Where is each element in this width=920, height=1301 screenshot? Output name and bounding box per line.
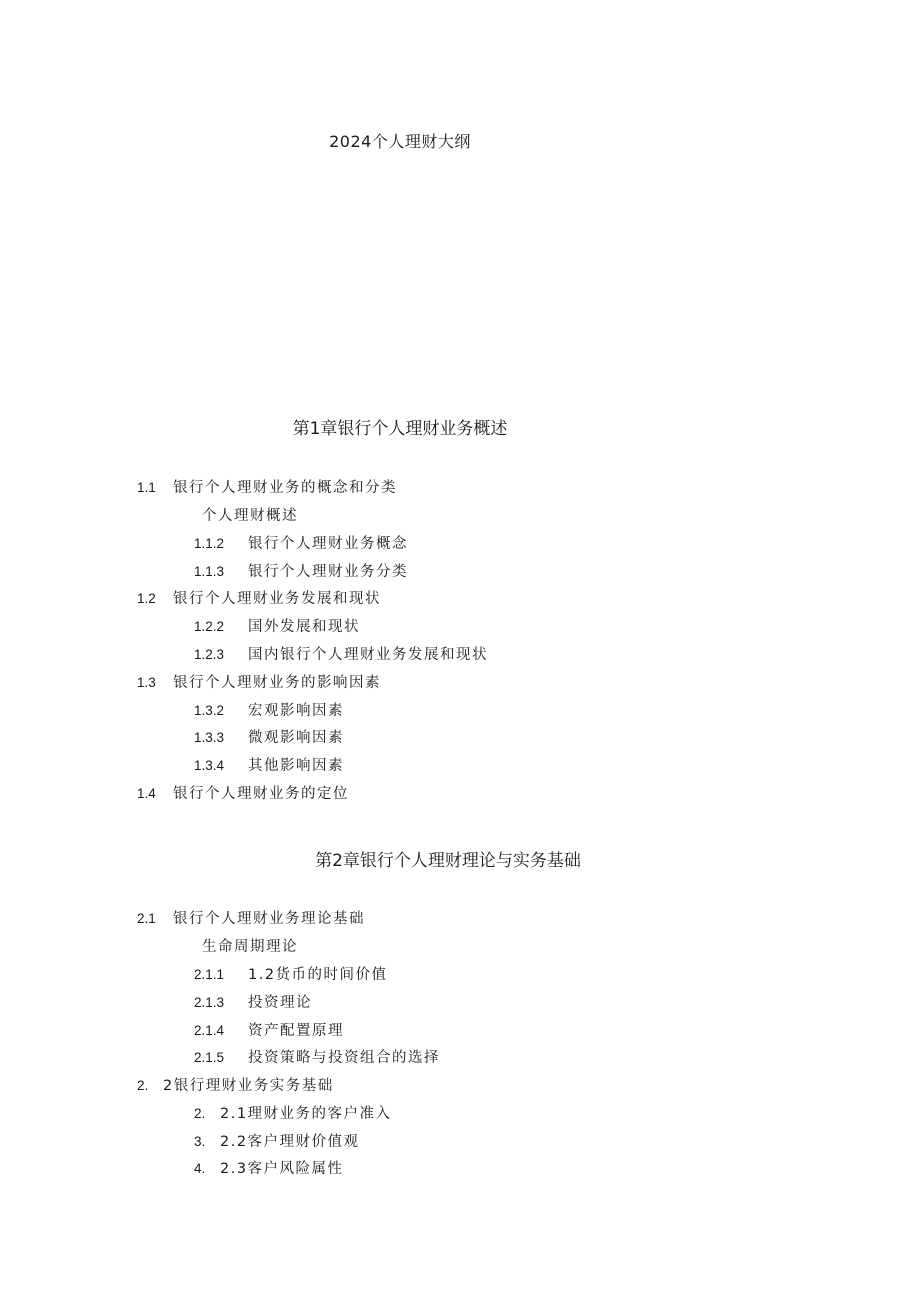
toc-entry-text: 2.1理财业务的客户准入 [220, 1106, 392, 1122]
toc-entry-number: 1.4 [137, 786, 156, 801]
toc-entry-text: 资产配置原理 [248, 1023, 344, 1039]
toc-entry-number: 2. [194, 1106, 206, 1121]
toc-entry [137, 672, 381, 694]
toc-entry-text: 宏观影响因素 [248, 703, 344, 719]
toc-entry-number: 1.2.3 [194, 647, 225, 662]
toc-entry-text: 生命周期理论 [202, 939, 298, 955]
toc-entry [194, 755, 344, 777]
toc-entry-number: 1.2.2 [194, 619, 225, 634]
toc-entry-number: 3. [194, 1134, 206, 1149]
toc-entry-text: 银行个人理财业务发展和现状 [173, 591, 381, 607]
toc-entry [194, 1103, 392, 1125]
chapter-2-title: 第2章银行个人理财理论与实务基础 [315, 851, 581, 871]
toc-entry [137, 1075, 334, 1097]
toc-entry-number: 1.1.3 [194, 564, 225, 579]
toc-entry [137, 588, 381, 610]
toc-entry [194, 1131, 360, 1153]
toc-entry-text: 个人理财概述 [202, 508, 298, 524]
toc-entry [194, 644, 488, 666]
toc-entry [194, 727, 344, 749]
toc-entry-text: 银行个人理财业务概念 [248, 536, 408, 552]
toc-entry-text: 银行个人理财业务分类 [248, 564, 408, 580]
toc-entry-text: 2银行理财业务实务基础 [163, 1078, 334, 1094]
toc-entry [194, 1158, 344, 1180]
toc-entry-text: 其他影响因素 [248, 758, 344, 774]
toc-entry-number: 1.3.2 [194, 703, 225, 718]
toc-entry-number: 1.2 [137, 591, 156, 606]
toc-entry [202, 505, 298, 527]
toc-entry [137, 783, 349, 805]
toc-entry-text: 投资策略与投资组合的选择 [248, 1050, 440, 1066]
toc-entry-number: 2.1.5 [194, 1050, 225, 1065]
toc-entry-text: 银行个人理财业务理论基础 [173, 911, 365, 927]
toc-entry [137, 477, 397, 499]
toc-entry-text: 银行个人理财业务的定位 [173, 786, 349, 802]
toc-entry-number: 2.1.1 [194, 967, 225, 982]
toc-entry [194, 533, 408, 555]
toc-entry-text: 国内银行个人理财业务发展和现状 [248, 647, 488, 663]
toc-entry-number: 1.3.4 [194, 758, 225, 773]
toc-entry-number: 2.1.4 [194, 1023, 225, 1038]
toc-entry-text: 国外发展和现状 [248, 619, 360, 635]
toc-entry [194, 1047, 440, 1069]
toc-entry [194, 561, 408, 583]
toc-entry [194, 700, 344, 722]
toc-entry-text: 银行个人理财业务的概念和分类 [173, 480, 397, 496]
toc-entry-text: 2.2客户理财价值观 [220, 1134, 360, 1150]
document-title: 2024个人理财大纲 [329, 132, 471, 151]
toc-entry-number: 2.1 [137, 911, 156, 926]
toc-entry [194, 616, 360, 638]
toc-entry-text: 银行个人理财业务的影响因素 [173, 675, 381, 691]
toc-entry-number: 4. [194, 1161, 206, 1176]
toc-entry-text: 投资理论 [248, 995, 312, 1011]
toc-entry-number: 1.1 [137, 480, 156, 495]
toc-entry-text: 1.2货币的时间价值 [248, 967, 388, 983]
toc-entry-text: 微观影响因素 [248, 730, 344, 746]
toc-entry-number: 2. [137, 1078, 149, 1093]
toc-entry [194, 964, 388, 986]
toc-entry-number: 1.3 [137, 675, 156, 690]
toc-entry [194, 992, 312, 1014]
chapter-1-title: 第1章银行个人理财业务概述 [292, 419, 508, 439]
toc-entry-number: 1.3.3 [194, 730, 225, 745]
toc-entry-number: 2.1.3 [194, 995, 225, 1010]
toc-entry-number: 1.1.2 [194, 536, 225, 551]
toc-entry [137, 908, 365, 930]
toc-entry [194, 1020, 344, 1042]
toc-entry [202, 936, 298, 958]
toc-entry-text: 2.3客户风险属性 [220, 1161, 344, 1177]
